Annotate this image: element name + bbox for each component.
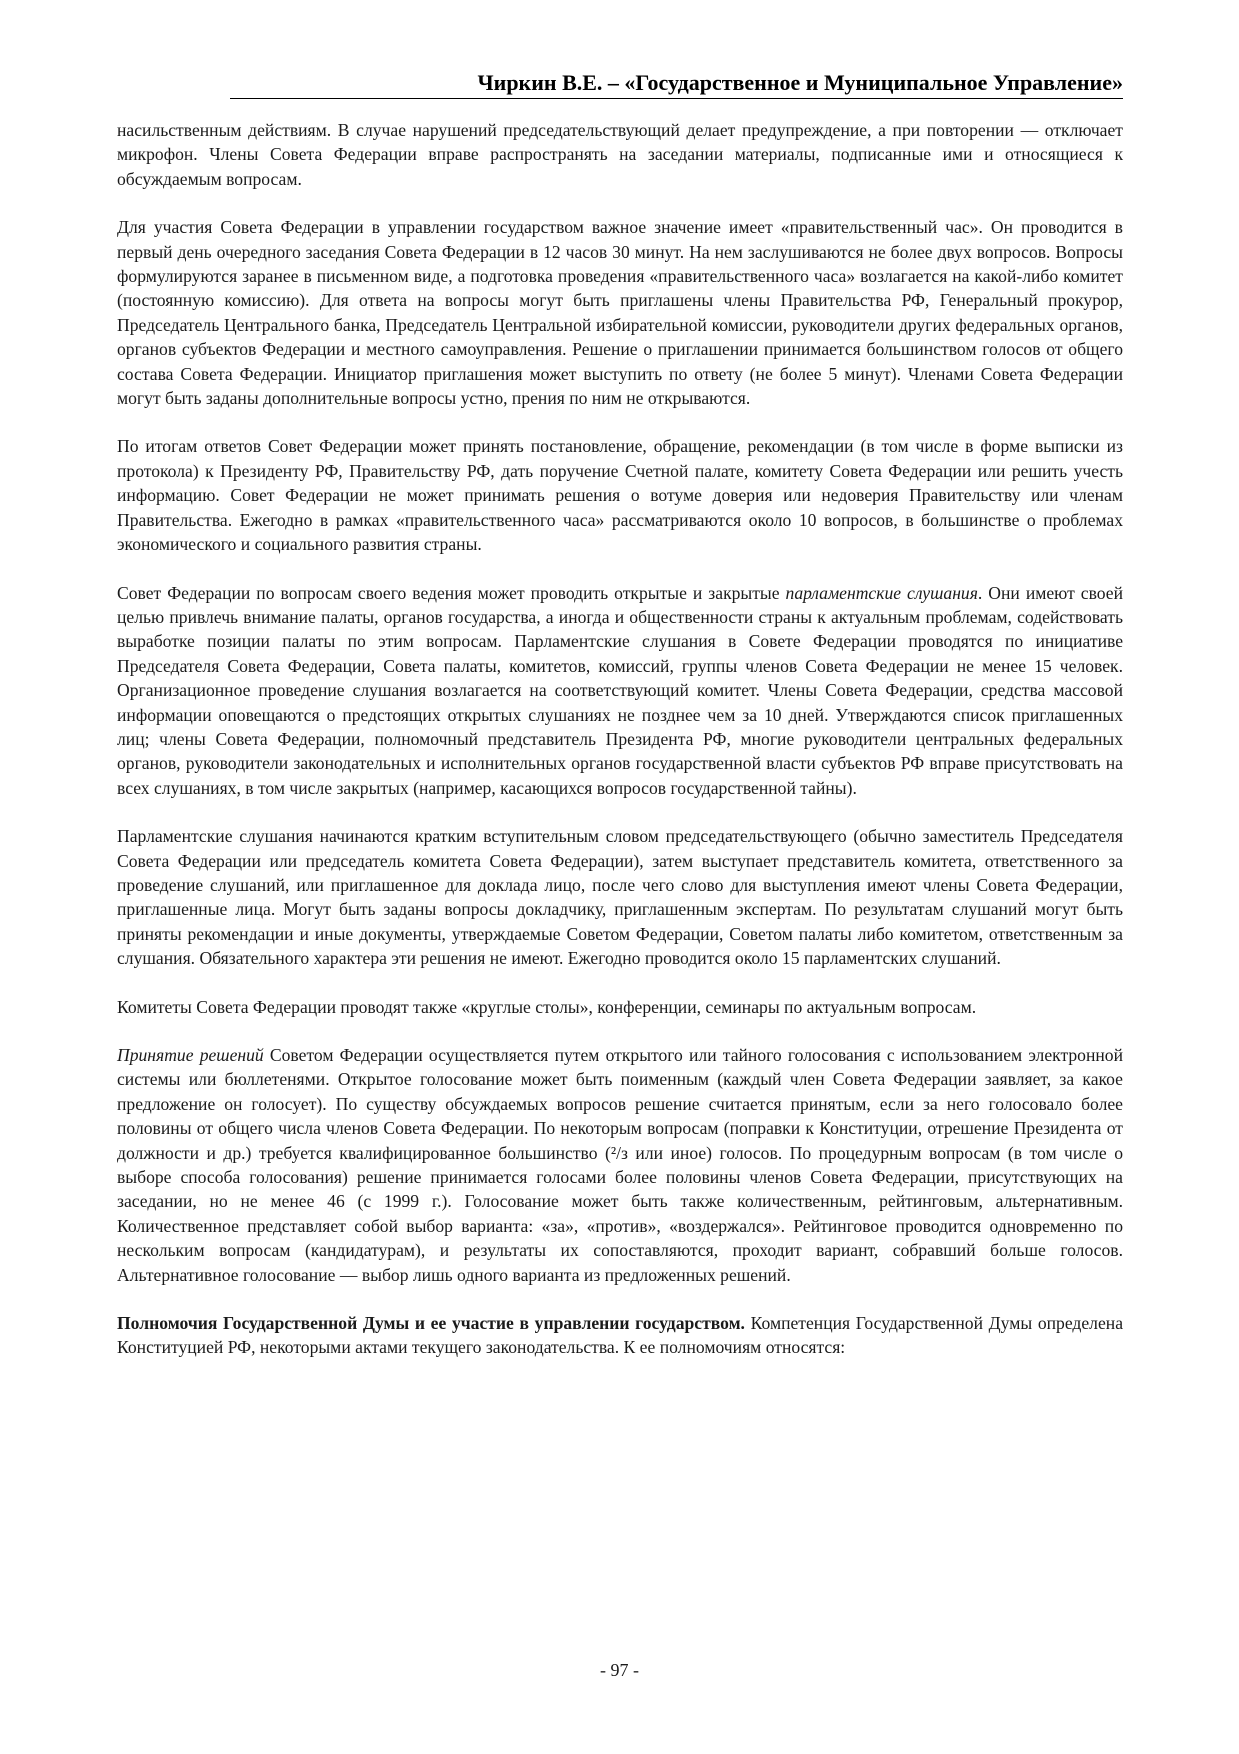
paragraph-text: Парламентские слушания начинаются кратким вступительным словом председательствующего (обычно заместитель Председателя Совета Федерации или председатель комитета Совета Федерации), затем выступает представитель комитета, ответственного за проведение слушаний, или приглашенное для доклада лицо, после чего слово для выступления имеют члены Совета Федерации, приглашенные лица. Могут быть заданы вопросы докладчику, приглашенным экспертам. По результатам слушаний могут быть приняты рекомендации и иные документы, утверждаемые Советом Федерации, Советом палаты либо комитетом, ответственным за слушания. Обязательного характера эти решения не имеют. Ежегодно проводится около 15 парламентских слушаний. xyxy=(117,826,1123,969)
paragraph-text: Советом Федерации осуществляется путем открытого или тайного голосования с использованием электронной системы или бюллетенями. Открытое голосование может быть поименным (каждый член Совета Федерации заявляет, за какое предложение он голосует). По существу обсуждаемых вопросов решение считается принятым, если за него голосовало более половины от общего числа членов Совета Федерации. По некоторым вопросам (поправки к Конституции, отрешение Президента от должности и др.) требуется квалифицированное большинство (²/з или иное) голосов. По процедурным вопросам (в том числе о выборе способа голосования) решение принимается голосами более половины членов Совета Федерации, присутствующих на заседании, но не менее 46 (с 1999 г.). Голосование может быть также количественным, рейтинговым, альтернативным. Количественное представляет собой выбор варианта: «за», «против», «воздержался». Рейтинговое проводится одновременно по нескольким вопросам (кандидатурам), и результаты их сопоставляются, проходит вариант, собравший больше голосов. Альтернативное голосование — выбор лишь одного варианта из предложенных решений. xyxy=(117,1045,1123,1285)
paragraph xyxy=(117,1043,1123,1287)
paragraph-text: Для участия Совета Федерации в управлении государством важное значение имеет «правительственный час». Он проводится в первый день очередного заседания Совета Федерации в 12 часов 30 минут. На нем заслушиваются не более двух вопросов. Вопросы формулируются заранее в письменном виде, а подготовка проведения «правительственного часа» возлагается на какой-либо комитет (постоянную комиссию). Для ответа на вопросы могут быть приглашены члены Правительства РФ, Генеральный прокурор, Председатель Центрального банка, Председатель Центральной избирательной комиссии, руководители других федеральных органов, органов субъектов Федерации и местного самоуправления. Решение о приглашении принимается большинством голосов от общего состава Совета Федерации. Инициатор приглашения может выступить по ответу (не более 5 минут). Членами Совета Федерации могут быть заданы дополнительные вопросы устно, прения по ним не открываются. xyxy=(117,217,1123,409)
page-body xyxy=(117,118,1123,1384)
page-header xyxy=(230,70,1123,99)
paragraph-italic-term: Принятие решений xyxy=(117,1045,264,1065)
paragraph-text: Компетенция Государственной Думы определена Конституцией РФ, некоторыми актами текущего законодательства. К ее полномочиям относятся: xyxy=(117,1313,1123,1358)
page-number: - 97 - xyxy=(600,1660,639,1680)
paragraph xyxy=(117,824,1123,970)
paragraph xyxy=(117,215,1123,410)
paragraph-text: насильственным действиям. В случае нарушений председательствующий делает предупреждение, а при повторении — отключает микрофон. Члены Совета Федерации вправе распространять на заседании материалы, подписанные ими и относящиеся к обсуждаемым вопросам. xyxy=(117,120,1123,189)
paragraph xyxy=(117,434,1123,556)
paragraph-text: По итогам ответов Совет Федерации может принять постановление, обращение, рекомендации (в том числе в форме выписки из протокола) к Президенту РФ, Правительству РФ, дать поручение Счетной палате, комитету Совета Федерации или решить учесть информацию. Совет Федерации не может принимать решения о вотуме доверия или недоверия Правительству или членам Правительства. Ежегодно в рамках «правительственного часа» рассматриваются около 10 вопросов, в большинстве о проблемах экономического и социального развития страны. xyxy=(117,436,1123,555)
paragraph xyxy=(117,581,1123,801)
paragraph xyxy=(117,118,1123,191)
header-title: Чиркин В.Е. – «Государственное и Муниципальное Управление» xyxy=(477,70,1123,95)
paragraph-text: . Они имеют своей целью привлечь внимание палаты, органов государства, а иногда и общественности страны к актуальным проблемам, содействовать выработке позиции палаты по этим вопросам. Парламентские слушания в Совете Федерации проводятся по инициативе Председателя Совета Федерации, Совета палаты, комитетов, комиссий, группы членов Совета Федерации не менее 15 человек. Организационное проведение слушания возлагается на соответствующий комитет. Члены Совета Федерации, средства массовой информации оповещаются о предстоящих открытых слушаниях не позднее чем за 10 дней. Утверждаются список приглашенных лиц; члены Совета Федерации, полномочный представитель Президента РФ, многие руководители центральных федеральных органов, руководители законодательных и исполнительных органов государственной власти субъектов РФ вправе присутствовать на всех слушаниях, в том числе закрытых (например, касающихся вопросов государственной тайны). xyxy=(117,582,1123,798)
section-heading: Полномочия Государственной Думы и ее участие в управлении государством. xyxy=(117,1313,745,1334)
paragraph xyxy=(117,995,1123,1019)
paragraph-text: Комитеты Совета Федерации проводят также «круглые столы», конференции, семинары по актуальным вопросам. xyxy=(117,996,977,1017)
paragraph-italic-term: парламентские слушания xyxy=(785,582,978,603)
paragraph-lead: Совет Федерации по вопросам своего ведения может проводить открытые и закрытые xyxy=(117,582,786,603)
paragraph xyxy=(117,1311,1123,1360)
